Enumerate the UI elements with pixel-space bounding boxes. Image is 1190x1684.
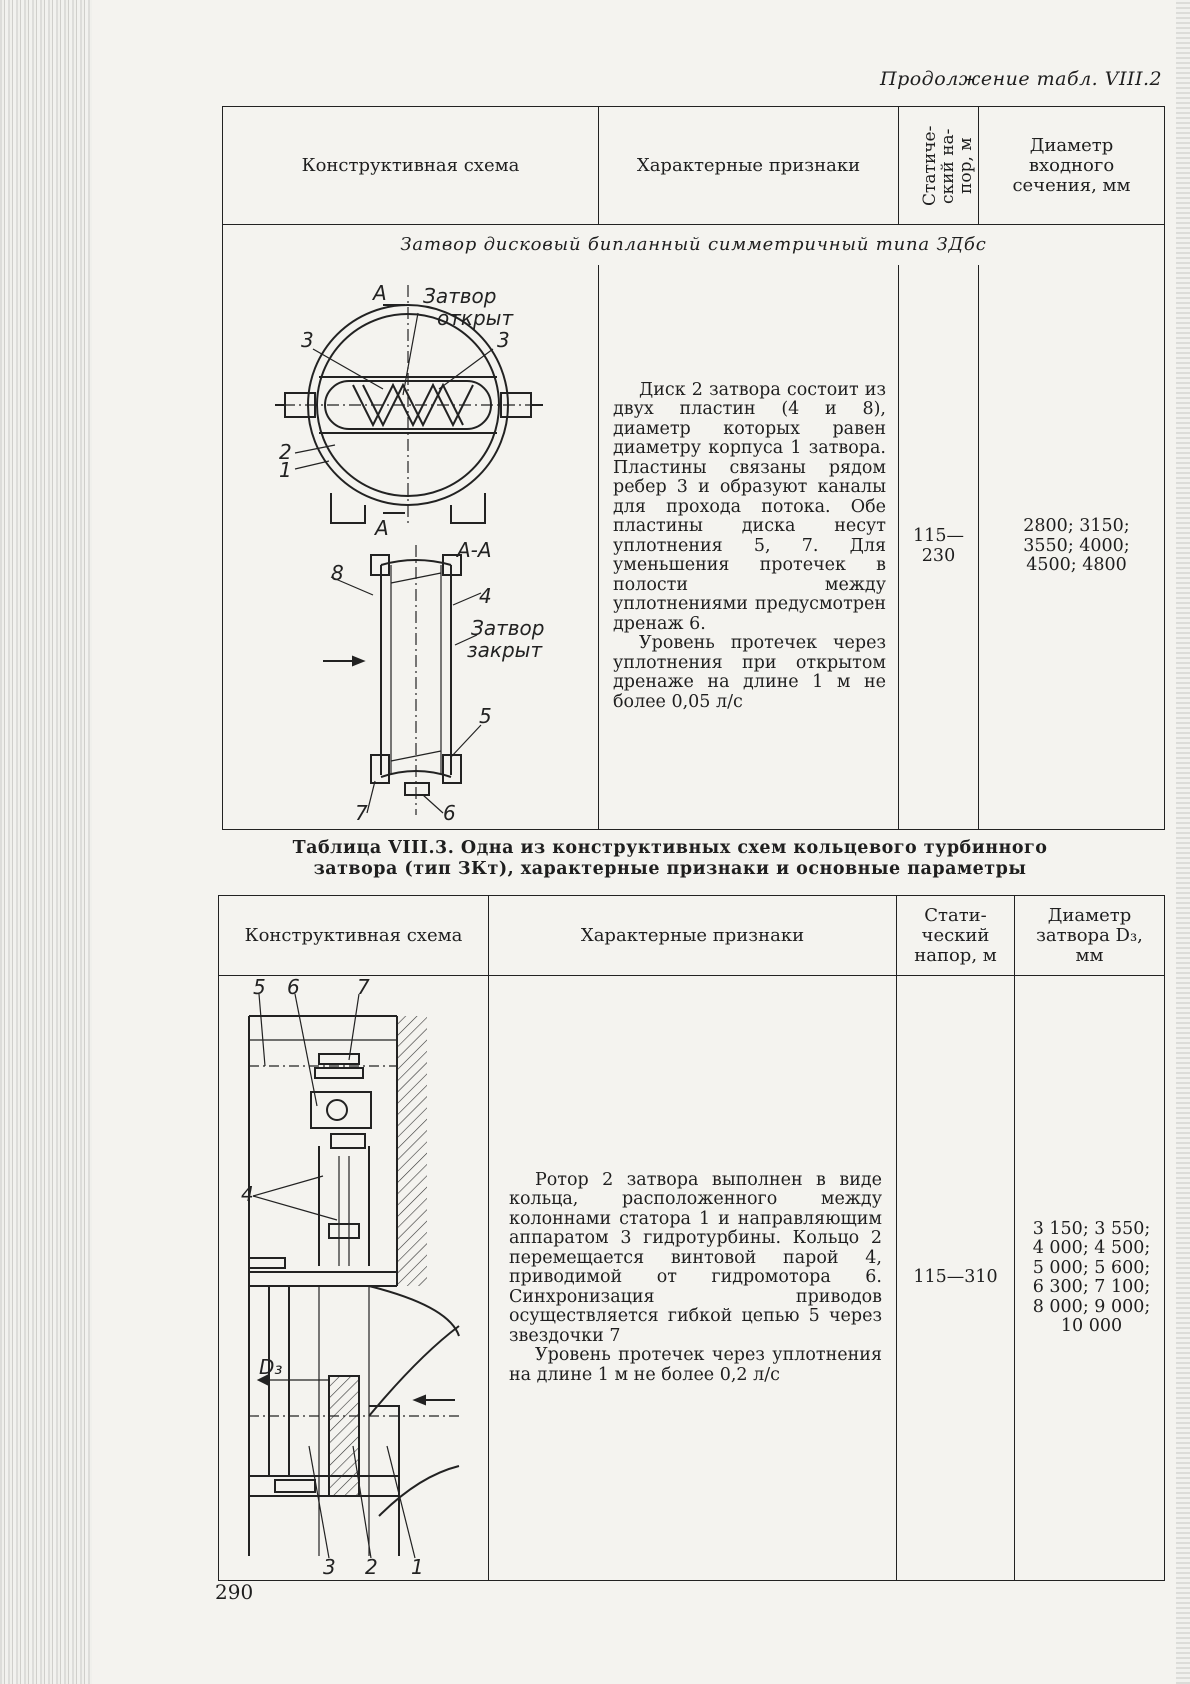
t2-label-d3: D₃ [259,1355,283,1379]
table-2 [218,895,1165,1581]
label-6: 6 [443,800,456,825]
ring-valve-drawing [219,976,489,1576]
t2-label-6: 6 [287,976,300,999]
t2-description-p1: Ротор 2 затвора выполнен в виде кольца, расположенного между колоннами статора 1 и направляющим аппаратом 3 гидротурбины. Кольцо 2 перемещается винтовой парой 4, приводимой от гидромотора 6. Синхронизация приводов осуществляется гибкой цепью 5 через звездочки 7 [509,1169,882,1346]
label-A-top: А [373,280,387,305]
table-1 [222,106,1165,830]
t2-data-row [219,976,1165,1581]
t2-label-3: 3 [323,1555,336,1576]
t2-scheme-cell [219,976,489,1581]
t2-col-head: Стати-ческий напор, м [897,896,1015,976]
t2-col-features: Характерные признаки [489,896,897,976]
t1-col-scheme: Конструктивная схема [223,107,599,225]
label-3b: 3 [497,327,510,352]
t1-col-head [899,107,979,225]
table-2-title: Таблица VIII.3. Одна из конструктивных схем кольцевого турбинного затвора (тип ЗКт), характерные признаки и основные параметры [292,838,1048,879]
t2-col-diameter: Диаметр затвора D₃, мм [1015,896,1165,976]
t1-description [613,381,886,713]
t1-description-p2: Уровень протечек через уплотнения при открытом дренаже на длине 1 м не более 0,05 л/с [613,633,886,712]
scan-edge-right [1176,0,1190,1684]
t1-diameter-value: 2800; 3150; 3550; 4000; 4500; 4800 [979,265,1165,830]
t2-label-7: 7 [357,976,370,999]
t1-description-p1: Диск 2 затвора состоит из двух пластин (4 и 8), диаметр которых равен диаметру корпуса 1 затвора. Пластины связаны рядом ребер 3 и образуют каналы для прохода потока. Обе пластины диска несут уплотнения 5, 7. Для уменьшения протечек в полости между уплотнениями предусмотрен дренаж 6. [613,379,886,634]
label-3a: 3 [301,327,314,352]
t2-features-cell [489,976,897,1581]
label-4: 4 [479,583,492,608]
t1-section-title: Затвор дисковый бипланный симметричный типа ЗДбс [223,225,1165,265]
table-1-header-row [223,107,1165,225]
t2-label-2: 2 [365,1555,378,1576]
label-5: 5 [479,703,492,728]
label-section-AA: А-А [457,537,492,562]
table-2-header-row [219,896,1165,976]
disk-valve-drawing [223,265,599,825]
t1-col-head-label: Статиче-ский на-пор, м [919,125,976,206]
t2-label-1: 1 [411,1555,424,1576]
label-1: 1 [279,457,292,482]
t2-diameter-value: 3 150; 3 550; 4 000; 4 500; 5 000; 5 600; 6 300; 7 100; 8 000; 9 000; 10 000 [1015,976,1165,1581]
t1-features-cell [599,265,899,830]
label-7: 7 [355,800,368,825]
t2-description-p2: Уровень протечек через уплотнения на длине 1 м не более 0,2 л/с [509,1345,882,1385]
continuation-title: Продолжение табл. VIII.2 [880,68,1163,90]
t1-col-diameter: Диаметр входного сечения, мм [979,107,1165,225]
label-open-2: открыт [437,305,514,330]
t2-label-5: 5 [253,976,266,999]
scan-edge-left [0,0,92,1684]
t2-description [509,1171,882,1386]
label-2: 2 [279,439,292,464]
t2-head-value: 115—310 [897,976,1015,1581]
t2-col-scheme: Конструктивная схема [219,896,489,976]
t2-label-4: 4 [241,1182,254,1206]
t1-col-features: Характерные признаки [599,107,899,225]
label-A-bottom: А [375,515,389,540]
page-number: 290 [215,1580,254,1604]
label-closed-1: Затвор [471,615,545,640]
label-open-1: Затвор [423,283,497,308]
t1-head-value: 115—230 [899,265,979,830]
label-8: 8 [331,560,344,585]
t1-section-row [223,225,1165,265]
label-closed-2: закрыт [467,637,543,662]
t1-scheme-cell [223,265,599,830]
t1-data-row [223,265,1165,830]
